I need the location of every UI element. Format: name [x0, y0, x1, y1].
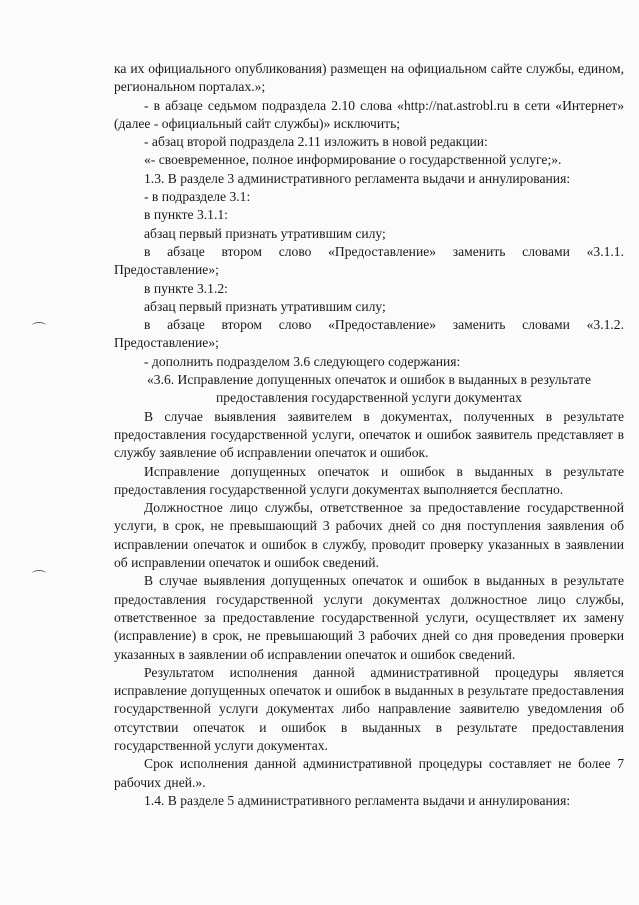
paragraph: абзац первый признать утратившим силу; [144, 298, 386, 314]
paragraph: Результатом исполнения данной административной процедуры является исправление допущенных опечаток и ошибок в выданных в результате предоставления государственной услуги документах либо направление заявителю уведомления об отсутствии опечаток и ошибок в выданных в результате предоставления государственной услуги документах. [114, 664, 624, 753]
paragraph: - дополнить подразделом 3.6 следующего содержания: [144, 353, 461, 369]
paragraph: в абзаце втором слово «Предоставление» заменить словами «3.1.2. Предоставление»; [114, 317, 624, 351]
paragraph: Срок исполнения данной административной процедуры составляет не более 7 рабочих дней.». [114, 756, 624, 790]
paragraph: в пункте 3.1.2: [144, 280, 228, 296]
paragraph: Должностное лицо службы, ответственное за предоставление государственной услуги, в срок, не превышающий 3 рабочих дней со дня поступления заявления об исправлении опечаток и ошибок в службу, проводит проверку указанных в заявлении об исправлении опечаток и ошибок сведений. [114, 500, 624, 571]
section-heading: «3.6. Исправление допущенных опечаток и ошибок в выданных в результате предоставления государственной услуги документах [146, 372, 592, 406]
paragraph: Исправление допущенных опечаток и ошибок в выданных в результате предоставления государственной услуги документах выполняется бесплатно. [114, 463, 624, 497]
paragraph: В случае выявления заявителем в документах, полученных в результате предоставления государственной услуги, опечаток и ошибок заявитель представляет в службу заявление об исправлении опечаток и ошибок. [114, 408, 624, 461]
paragraph: - в подразделе 3.1: [144, 189, 251, 205]
paragraph: В случае выявления допущенных опечаток и ошибок в выданных в результате предоставления государственной услуги документах должностное лицо службы, ответственное за предоставление государственной услуги, осуществляет их замену (исправление) в срок, не превышающий 3 рабочих дней со дня проведения проверки указанных в заявлении об исправлении опечаток и ошибок сведений. [114, 573, 624, 662]
paragraph: «- своевременное, полное информирование о государственной услуге;». [144, 152, 562, 168]
margin-mark-2 [32, 570, 46, 577]
margin-mark-1 [32, 322, 46, 329]
paragraph: ка их официального опубликования) размещен на официальном сайте службы, едином, региональном порталах.»; [114, 61, 624, 95]
paragraph: в пункте 3.1.1: [144, 207, 228, 223]
paragraph: 1.3. В разделе 3 административного регламента выдачи и аннулирования: [144, 170, 571, 186]
paragraph: в абзаце втором слово «Предоставление» заменить словами «3.1.1. Предоставление»; [114, 243, 624, 278]
paragraph: абзац первый признать утратившим силу; [144, 225, 386, 241]
document-body [114, 60, 624, 810]
paragraph: 1.4. В разделе 5 административного регламента выдачи и аннулирования: [144, 792, 571, 808]
paragraph: - абзац второй подраздела 2.11 изложить в новой редакции: [144, 134, 488, 150]
paragraph: - в абзаце седьмом подраздела 2.10 слова «http://nat.astrobl.ru в сети «Интернет» (далее - официальный сайт службы)» исключить; [114, 97, 624, 131]
